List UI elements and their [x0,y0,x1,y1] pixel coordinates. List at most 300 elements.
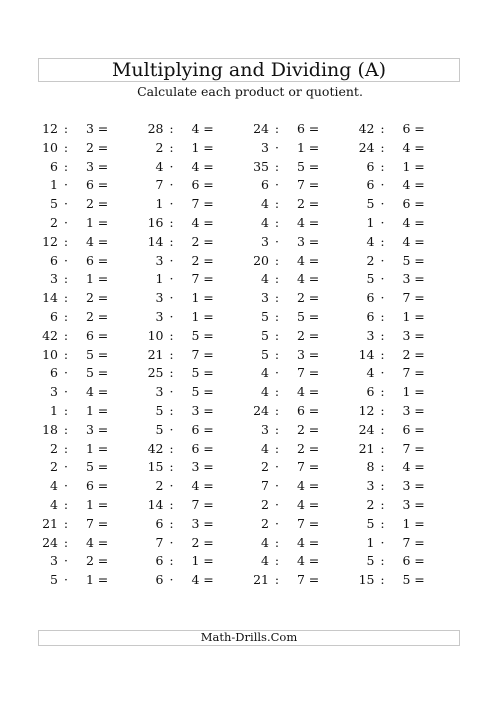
equals-sign: = [414,177,425,193]
problem [355,533,461,552]
operator: · [380,252,385,268]
second-operand: 5 [402,572,411,588]
first-operand: 2 [366,252,375,268]
second-operand: 1 [86,496,94,512]
operator: : [63,233,69,249]
equals-sign: = [203,214,214,230]
problem [38,363,144,382]
problem [144,382,250,401]
second-operand: 2 [297,421,305,437]
problem [249,288,355,307]
problem [38,157,144,176]
first-operand: 6 [366,158,375,174]
problem [249,175,355,194]
equals-sign: = [414,496,425,512]
first-operand: 5 [50,572,58,588]
worksheet-title: Multiplying and Dividing (A) [111,58,387,81]
operator: · [169,290,174,306]
operator: : [380,459,385,475]
problem [38,138,144,157]
operator: : [169,214,174,230]
second-operand: 6 [191,440,200,456]
problem [249,476,355,495]
first-operand: 3 [261,290,269,306]
second-operand: 2 [86,139,94,155]
problem [144,326,250,345]
operator: : [380,327,385,343]
second-operand: 4 [402,459,411,475]
problem [144,420,250,439]
equals-sign: = [203,121,214,136]
first-operand: 7 [155,534,164,550]
problem [38,382,144,401]
second-operand: 7 [402,440,411,456]
problem [144,551,250,570]
problem [249,345,355,364]
problem [355,457,461,476]
operator: : [380,384,385,400]
operator: : [380,440,385,456]
second-operand: 4 [86,534,94,550]
operator: : [63,440,69,456]
second-operand: 2 [297,290,305,306]
equals-sign: = [414,402,425,418]
problem [249,119,355,138]
first-operand: 4 [261,271,269,287]
operator: : [169,515,174,531]
operator: : [63,402,69,418]
equals-sign: = [203,139,214,155]
operator: · [275,478,279,494]
operator: : [63,139,69,155]
equals-sign: = [203,515,214,531]
first-operand: 24 [42,534,58,550]
operator: : [380,515,385,531]
second-operand: 3 [86,158,94,174]
second-operand: 4 [191,158,200,174]
problem [249,420,355,439]
second-operand: 4 [402,214,411,230]
first-operand: 1 [155,196,164,212]
first-operand: 1 [50,177,58,193]
second-operand: 1 [402,308,411,324]
operator: · [64,365,68,381]
operator: : [169,440,174,456]
problem [144,514,250,533]
second-operand: 5 [402,252,411,268]
second-operand: 4 [297,271,305,287]
operator: : [63,158,69,174]
operator: : [169,402,174,418]
second-operand: 1 [402,384,411,400]
equals-sign: = [203,440,214,456]
problem [144,269,250,288]
equals-sign: = [97,290,109,306]
equals-sign: = [308,440,320,456]
second-operand: 6 [297,402,305,418]
second-operand: 4 [191,121,200,136]
second-operand: 1 [191,308,200,324]
problem [355,476,461,495]
first-operand: 4 [261,365,269,381]
operator: : [169,553,174,569]
second-operand: 1 [402,158,411,174]
second-operand: 6 [86,252,94,268]
second-operand: 7 [191,346,200,362]
first-operand: 3 [366,478,375,494]
equals-sign: = [203,327,214,343]
first-operand: 28 [147,121,164,136]
operator: · [169,196,174,212]
equals-sign: = [308,478,320,494]
first-operand: 20 [253,252,269,268]
operator: · [64,384,68,400]
operator: · [380,177,385,193]
operator: : [63,534,69,550]
first-operand: 2 [155,139,164,155]
operator: · [64,459,68,475]
equals-sign: = [203,402,214,418]
first-operand: 3 [366,327,375,343]
operator: : [380,478,385,494]
first-operand: 14 [42,290,58,306]
operator: · [275,515,279,531]
second-operand: 7 [402,290,411,306]
equals-sign: = [203,271,214,287]
equals-sign: = [97,365,109,381]
problem [144,495,250,514]
problem [38,514,144,533]
second-operand: 3 [86,121,94,136]
first-operand: 24 [253,121,269,136]
problem [144,119,250,138]
operator: : [274,290,280,306]
operator: · [64,252,68,268]
problem [249,533,355,552]
problem [144,251,250,270]
second-operand: 3 [191,459,200,475]
second-operand: 6 [297,121,305,136]
problem [38,420,144,439]
equals-sign: = [308,421,320,437]
equals-sign: = [414,365,425,381]
operator: : [380,233,385,249]
problem [144,175,250,194]
equals-sign: = [414,252,425,268]
first-operand: 42 [358,121,375,136]
operator: : [274,402,280,418]
second-operand: 4 [297,534,305,550]
operator: · [275,233,279,249]
second-operand: 5 [86,459,94,475]
operator: · [64,177,68,193]
problem [249,269,355,288]
first-operand: 5 [155,421,164,437]
operator: : [63,327,69,343]
operator: : [380,572,385,588]
equals-sign: = [308,196,320,212]
problem [38,439,144,458]
second-operand: 2 [402,346,411,362]
equals-sign: = [414,534,425,550]
problem [38,533,144,552]
equals-sign: = [308,177,320,193]
operator: · [64,478,68,494]
title-box [38,58,460,82]
operator: · [275,496,279,512]
first-operand: 21 [42,515,58,531]
second-operand: 5 [297,308,305,324]
problem [355,551,461,570]
second-operand: 2 [297,196,305,212]
operator: : [63,121,69,136]
first-operand: 5 [155,402,164,418]
second-operand: 2 [86,553,94,569]
second-operand: 3 [402,327,411,343]
first-operand: 1 [50,402,58,418]
first-operand: 25 [147,365,164,381]
equals-sign: = [97,384,109,400]
problem [144,307,250,326]
second-operand: 3 [86,421,94,437]
operator: · [380,290,385,306]
operator: : [274,308,280,324]
problem [38,476,144,495]
second-operand: 1 [191,553,200,569]
equals-sign: = [97,327,109,343]
first-operand: 7 [155,177,164,193]
problem [355,495,461,514]
operator: : [274,534,280,550]
first-operand: 24 [358,421,375,437]
equals-sign: = [203,290,214,306]
operator: : [274,121,280,136]
operator: · [169,478,174,494]
operator: : [169,459,174,475]
operator: · [380,365,385,381]
equals-sign: = [97,139,109,155]
equals-sign: = [414,308,425,324]
second-operand: 4 [297,478,305,494]
problem [249,232,355,251]
operator: : [380,346,385,362]
equals-sign: = [308,384,320,400]
equals-sign: = [308,572,320,588]
first-operand: 7 [261,478,269,494]
first-operand: 21 [147,346,164,362]
problem [144,157,250,176]
second-operand: 6 [86,478,94,494]
operator: · [169,384,174,400]
second-operand: 3 [297,233,305,249]
first-operand: 3 [50,384,58,400]
equals-sign: = [97,496,109,512]
first-operand: 12 [42,121,58,136]
equals-sign: = [203,478,214,494]
equals-sign: = [203,459,214,475]
first-operand: 4 [155,158,164,174]
equals-sign: = [308,271,320,287]
first-operand: 10 [147,327,164,343]
second-operand: 3 [402,271,411,287]
first-operand: 6 [366,177,375,193]
problem [249,551,355,570]
second-operand: 1 [86,214,94,230]
equals-sign: = [203,346,214,362]
equals-sign: = [203,421,214,437]
second-operand: 3 [402,402,411,418]
second-operand: 2 [191,233,200,249]
equals-sign: = [308,233,320,249]
first-operand: 5 [366,271,375,287]
operator: · [64,572,68,588]
problem [144,570,250,589]
first-operand: 8 [366,459,375,475]
operator: · [275,459,279,475]
equals-sign: = [308,214,320,230]
second-operand: 3 [191,402,200,418]
operator: : [169,327,174,343]
equals-sign: = [414,478,425,494]
first-operand: 14 [358,346,375,362]
problem [355,420,461,439]
first-operand: 2 [261,496,269,512]
operator: · [169,177,174,193]
problem [355,514,461,533]
second-operand: 4 [297,496,305,512]
problem [355,157,461,176]
first-operand: 6 [261,177,269,193]
problem [38,495,144,514]
second-operand: 1 [191,290,200,306]
equals-sign: = [97,534,109,550]
problem [355,213,461,232]
operator: · [169,534,174,550]
operator: : [274,421,280,437]
operator: : [274,252,280,268]
first-operand: 1 [366,534,375,550]
second-operand: 7 [297,515,305,531]
second-operand: 7 [297,459,305,475]
equals-sign: = [414,553,425,569]
second-operand: 6 [191,177,200,193]
first-operand: 4 [261,534,269,550]
equals-sign: = [97,233,109,249]
problem [249,457,355,476]
problem-grid [38,119,460,589]
first-operand: 6 [155,572,164,588]
second-operand: 4 [297,384,305,400]
problem [144,345,250,364]
problem [38,213,144,232]
second-operand: 4 [191,478,200,494]
second-operand: 7 [402,365,411,381]
first-operand: 14 [147,233,164,249]
second-operand: 2 [191,534,200,550]
equals-sign: = [203,553,214,569]
second-operand: 4 [191,572,200,588]
first-operand: 18 [42,421,58,437]
equals-sign: = [414,459,425,475]
equals-sign: = [97,121,109,136]
equals-sign: = [414,271,425,287]
problem [38,570,144,589]
equals-sign: = [308,139,320,155]
operator: : [274,440,280,456]
second-operand: 5 [191,327,200,343]
first-operand: 42 [42,327,58,343]
equals-sign: = [97,308,109,324]
equals-sign: = [203,384,214,400]
second-operand: 4 [86,233,94,249]
problem [355,307,461,326]
operator: : [63,290,69,306]
first-operand: 4 [261,196,269,212]
second-operand: 2 [86,290,94,306]
equals-sign: = [308,121,320,136]
equals-sign: = [308,459,320,475]
equals-sign: = [308,290,320,306]
second-operand: 4 [191,214,200,230]
equals-sign: = [414,515,425,531]
first-operand: 4 [50,478,58,494]
second-operand: 3 [191,515,200,531]
first-operand: 6 [366,384,375,400]
operator: : [380,139,385,155]
problem [144,401,250,420]
operator: · [169,308,174,324]
first-operand: 1 [366,214,375,230]
second-operand: 7 [191,496,200,512]
equals-sign: = [308,553,320,569]
operator: : [274,214,280,230]
problem [144,476,250,495]
problem [38,119,144,138]
first-operand: 21 [358,440,375,456]
first-operand: 10 [42,139,58,155]
second-operand: 1 [86,440,94,456]
equals-sign: = [203,158,214,174]
equals-sign: = [97,572,109,588]
equals-sign: = [97,440,109,456]
second-operand: 6 [86,177,94,193]
equals-sign: = [203,196,214,212]
problem [144,194,250,213]
problem [144,533,250,552]
equals-sign: = [97,214,109,230]
equals-sign: = [414,572,425,588]
second-operand: 6 [191,421,200,437]
operator: · [169,271,174,287]
first-operand: 42 [147,440,164,456]
problem [38,269,144,288]
second-operand: 1 [86,572,94,588]
operator: : [274,196,280,212]
second-operand: 6 [402,421,411,437]
first-operand: 15 [147,459,164,475]
second-operand: 6 [402,121,411,136]
operator: : [274,271,280,287]
equals-sign: = [97,196,109,212]
first-operand: 2 [50,459,58,475]
equals-sign: = [414,346,425,362]
operator: : [274,384,280,400]
problem [38,175,144,194]
first-operand: 2 [261,515,269,531]
second-operand: 4 [86,384,94,400]
equals-sign: = [203,252,214,268]
operator: · [380,196,385,212]
